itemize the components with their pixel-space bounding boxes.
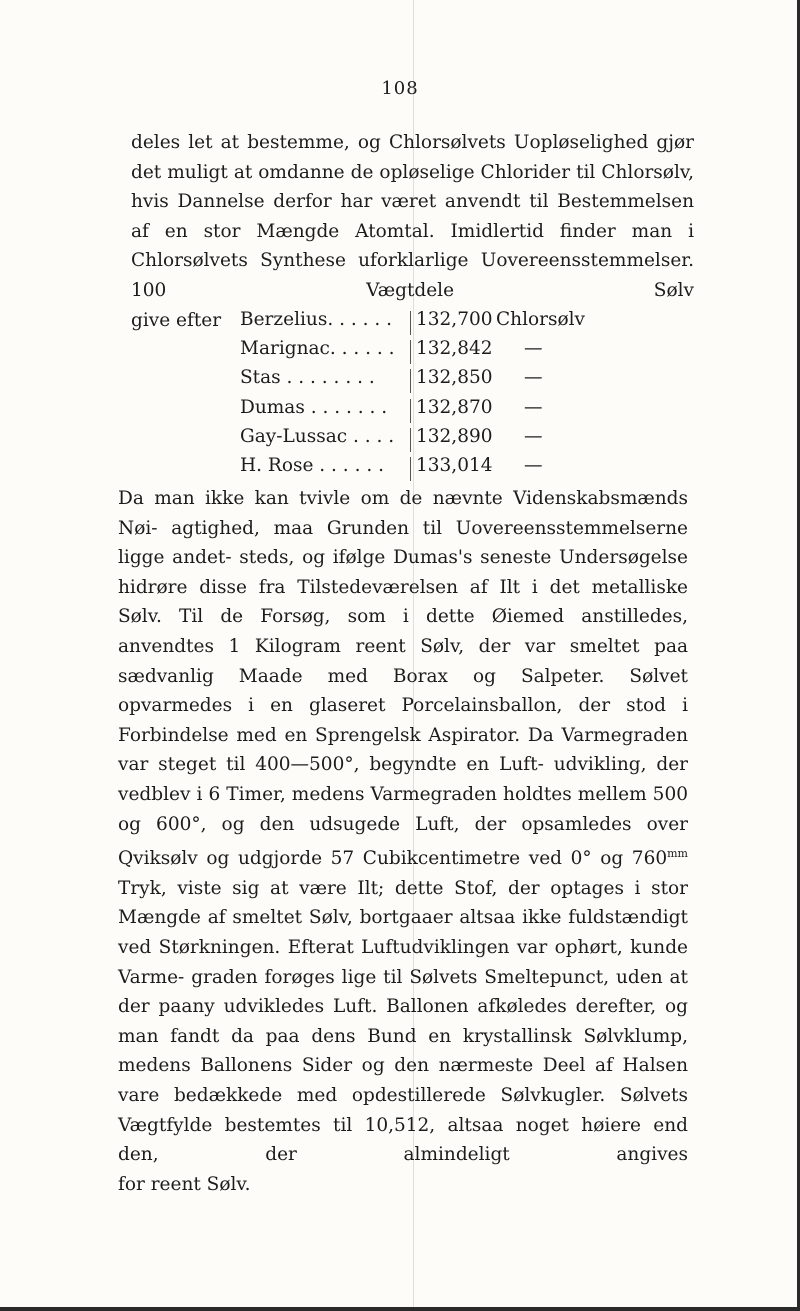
column-divider — [410, 311, 411, 335]
column-divider — [410, 399, 411, 423]
ditto-mark: — — [524, 425, 543, 447]
column-divider — [410, 457, 411, 481]
text-line: opdestillerede Sølvkugler. Sølvets Vægtfylde bestemtes til — [118, 1085, 688, 1136]
text-line: Da man ikke kan tvivle om de nævnte Videnskabsmænds Nøi- — [118, 488, 688, 539]
text-line-last: give efter — [131, 309, 222, 331]
text-line: stor Mængde Atomtal. Imidlertid finder man i Chlorsølvets — [131, 220, 694, 272]
table-cell-value: 132,870 — [416, 396, 493, 418]
table-cell-name: Berzelius. . . . . . — [240, 309, 393, 330]
text-line: Varmegraden var steget til 400—500°, begyndte en Luft- — [118, 724, 688, 776]
text-line: deles let at bestemme, og Chlorsølvets Uopløselighed gjør det — [131, 132, 694, 183]
table-row — [240, 426, 600, 455]
column-divider — [410, 369, 411, 393]
text-line: Dannelse derfor har været anvendt til Bestemmelsen af en — [131, 191, 694, 242]
text-line: muligt at omdanne de opløselige Chlorider til Chlorsølv, hvis — [131, 161, 694, 213]
table-cell-name: Marignac. . . . . . — [240, 338, 395, 360]
text-line: agtighed, maa Grunden til Uovereensstemmelserne ligge andet- — [118, 517, 688, 569]
ditto-mark: — — [524, 338, 543, 360]
table-cell-value: 132,700 — [416, 309, 493, 330]
table-cell-value: 132,850 — [416, 367, 493, 389]
text-line: Tryk, viste sig at være Ilt; dette Stof, der optages i stor — [118, 877, 688, 899]
text-line: Synthese uforklarlige Uovereensstemmelser. 100 Vægtdele Sølv — [131, 250, 694, 301]
text-line: som i dette Øiemed anstilledes, anvendtes 1 Kilogram reent — [118, 606, 688, 657]
text-line: steds, og ifølge Dumas's seneste Undersøgelse hidrøre disse fra — [118, 547, 688, 598]
text-line: Størkningen. Efterat Luftudviklingen var ophørt, kunde Varme- — [118, 937, 688, 988]
ditto-mark: — — [524, 454, 543, 476]
table-cell-value: 133,014 — [416, 454, 493, 476]
table-cell-name: Gay-Lussac . . . . — [240, 425, 395, 447]
text-line: over Qviksølv og udgjorde 57 Cubikcentimetre ved 0° og 760 — [118, 813, 688, 870]
table-cell-unit: Chlorsølv — [496, 309, 585, 330]
paragraph-1 — [131, 128, 694, 335]
text-line: udvikling, der vedblev i 6 Timer, medens Varmegraden holdtes — [118, 754, 688, 805]
page-edge-bottom — [0, 1307, 800, 1311]
text-line: Mængde af smeltet Sølv, bortgaaer altsaa ikke fuldstændigt ved — [118, 907, 688, 959]
text-line: Sider og den nærmeste Deel af Halsen vare bedækkede med — [118, 1055, 688, 1107]
text-line: udvikledes Luft. Ballonen afkøledes derefter, og man fandt — [118, 996, 688, 1047]
column-divider — [410, 340, 411, 364]
table-cell-value: 132,890 — [416, 425, 493, 447]
table-cell-name: Stas . . . . . . . . — [240, 367, 375, 389]
text-line: Sølv, der var smeltet paa sædvanlig Maade med Borax og — [118, 635, 689, 687]
superscript-unit: mm — [667, 847, 688, 861]
table-row — [240, 367, 600, 396]
text-line-last: for reent Sølv. — [118, 1173, 251, 1195]
ditto-mark: — — [524, 367, 543, 389]
table-row — [240, 338, 600, 367]
table-row — [240, 397, 600, 426]
atomic-weight-table — [240, 309, 600, 484]
text-line: mellem 500 og 600°, og den udsugede Luft, der opsamledes — [118, 783, 688, 835]
text-line: 10,512, altsaa noget høiere end den, der almindeligt angives — [118, 1114, 688, 1166]
text-line: da paa dens Bund en krystallinsk Sølvklump, medens Ballonens — [118, 1025, 688, 1077]
text-line: Salpeter. Sølvet opvarmedes i en glaseret Porcelainsballon, — [118, 665, 688, 717]
text-line: graden forøges lige til Sølvets Smeltepunct, uden at der paany — [118, 966, 688, 1018]
page-number: 108 — [381, 78, 419, 99]
table-cell-name: H. Rose . . . . . . — [240, 454, 384, 476]
column-divider — [410, 428, 411, 452]
table-cell-value: 132,842 — [416, 338, 493, 360]
paragraph-2 — [118, 484, 688, 1199]
text-line: Tilstedeværelsen af Ilt i det metalliske Sølv. Til de Forsøg, — [118, 576, 688, 628]
table-cell-name: Dumas . . . . . . . — [240, 396, 388, 418]
table-row — [240, 455, 600, 484]
text-line: der stod i Forbindelse med en Sprengelsk Aspirator. Da — [118, 695, 688, 746]
table-row — [240, 309, 600, 338]
ditto-mark: — — [524, 396, 543, 418]
